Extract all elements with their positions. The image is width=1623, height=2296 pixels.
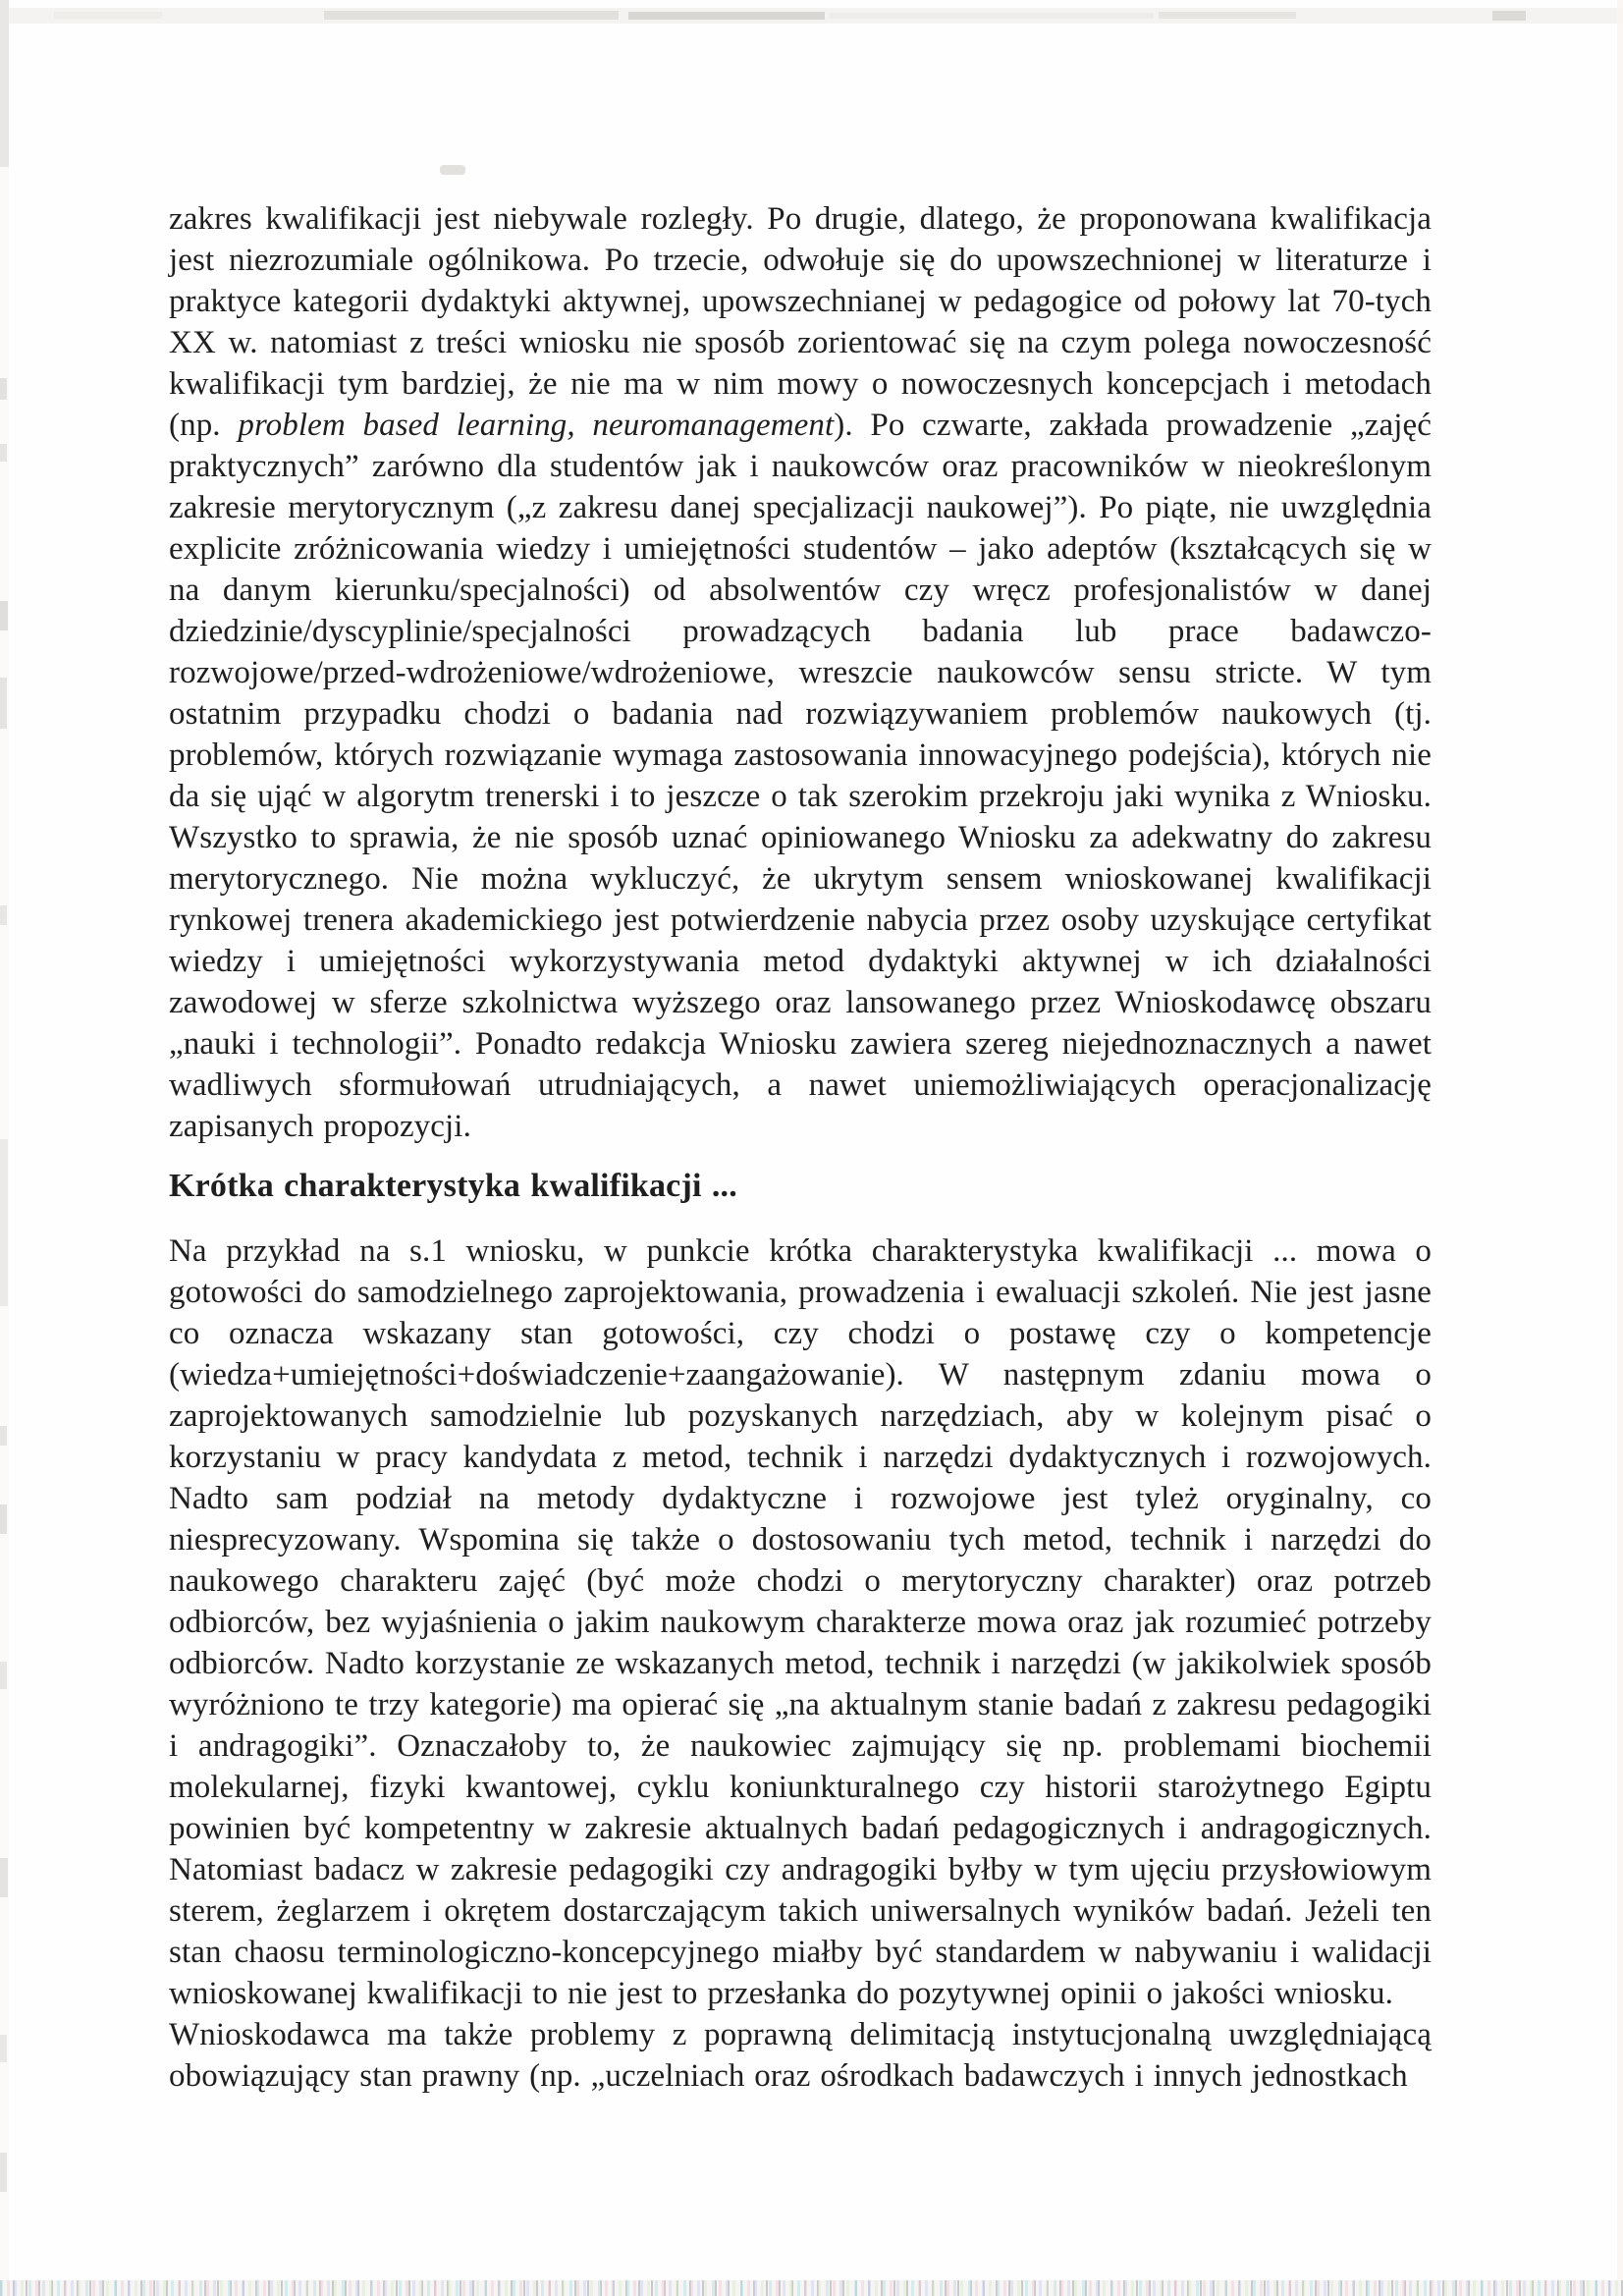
paragraph-1-italic-phrase: problem based learning, neuromanagement (238, 408, 835, 443)
body-paragraph-1 (169, 198, 1432, 1147)
section-heading: Krótka charakterystyka kwalifikacji ... (169, 1168, 737, 1204)
body-paragraph-2: Na przykład na s.1 wniosku, w punkcie krótka charakterystyka kwalifikacji ... mowa o gotowości do samodzielnego zaprojektowania, prowadzenia i ewaluacji szkoleń. Nie jest jasne co oznacza wskazany stan gotowości, czy chodzi o postawę czy o kompetencje (wiedza+umiejętności+doświadczenie+zaangażowanie). W następnym zdaniu mowa o zaprojektowanych samodzielnie lub pozyskanych narzędziach, aby w kolejnym pisać o korzystaniu w pracy kandydata z metod, technik i narzędzi dydaktycznych i rozwojowych. Nadto sam podział na metody dydaktyczne i rozwojowe jest tyleż oryginalny, co niesprecyzowany. Wspomina się także o dostosowaniu tych metod, technik i narzędzi do naukowego charakteru zajęć (być może chodzi o merytoryczny charakter) oraz potrzeb odbiorców, bez wyjaśnienia o jakim naukowym charakterze mowa oraz jak rozumieć potrzeby odbiorców. Nadto korzystanie ze wskazanych metod, technik i narzędzi (w jakikolwiek sposób wyróżniono te trzy kategorie) ma opierać się „na aktualnym stanie badań z zakresu pedagogiki i andragogiki”. Oznaczałoby to, że naukowiec zajmujący się np. problemami biochemii molekularnej, fizyki kwantowej, cyklu koniunkturalnego czy historii starożytnego Egiptu powinien być kompetentny w zakresie aktualnych badań pedagogicznych i andragogicznych. Natomiast badacz w zakresie pedagogiki czy andragogiki byłby w tym ujęciu przysłowiowym sterem, żeglarzem i okrętem dostarczającym takich uniwersalnych wyników badań. Jeżeli ten stan chaosu terminologiczno-koncepcyjnego miałby być standardem w nabywaniu i walidacji wnioskowanej kwalifikacji to nie jest to przesłanka do pozytywnej opinii o jakości wniosku. (169, 1233, 1432, 2011)
scan-artifact-top-streak (0, 8, 1623, 24)
scan-artifact-smudge (440, 165, 465, 175)
document-content (169, 198, 1432, 2097)
scan-artifact-left-edge (0, 0, 9, 2296)
scan-artifact-right-edge (1617, 0, 1623, 2296)
scan-artifact-bottom-noise (0, 2280, 1623, 2296)
body-paragraph-3: Wnioskodawca ma także problemy z poprawną delimitacją instytucjonalną uwzględniającą obowiązujący stan prawny (np. „uczelniach oraz ośrodkach badawczych i innych jednostkach (169, 2017, 1432, 2094)
paragraph-1-text-before-italic: zakres kwalifikacji jest niebywale rozległy. Po drugie, dlatego, że proponowana kwalifikacja jest niezrozumiale ogólnikowa. Po trzecie, odwołuje się do upowszechnionej w literaturze i praktyce kategorii dydaktyki aktywnej, upowszechnianej w pedagogice od połowy lat 70-tych XX w. natomiast z treści wniosku nie sposób zorientować się na czym polega nowoczesność kwalifikacji tym bardziej, że nie ma w nim mowy o nowoczesnych koncepcjach i metodach (np. (169, 201, 1432, 443)
paragraph-1-text-after-italic: ). Po czwarte, zakłada prowadzenie „zajęć praktycznych” zarówno dla studentów jak i naukowców oraz pracowników w nieokreślonym zakresie merytorycznym („z zakresu danej specjalizacji naukowej”). Po piąte, nie uwzględnia explicite zróżnicowania wiedzy i umiejętności studentów – jako adeptów (kształcących się w na danym kierunku/specjalności) od absolwentów czy wręcz profesjonalistów w danej dziedzinie/dyscyplinie/specjalności prowadzących badania lub prace badawczo-rozwojowe/przed-wdrożeniowe/wdrożeniowe, wreszcie naukowców sensu stricte. W tym ostatnim przypadku chodzi o badania nad rozwiązywaniem problemów naukowych (tj. problemów, których rozwiązanie wymaga zastosowania innowacyjnego podejścia), których nie da się ująć w algorytm trenerski i to jeszcze o tak szerokim przekroju jaki wynika z Wniosku. Wszystko to sprawia, że nie sposób uznać opiniowanego Wniosku za adekwatny do zakresu merytorycznego. Nie można wykluczyć, że ukrytym sensem wnioskowanej kwalifikacji rynkowej trenera akademickiego jest potwierdzenie nabycia przez osoby uzyskujące certyfikat wiedzy i umiejętności wykorzystywania metod dydaktyki aktywnej w ich działalności zawodowej w sferze szkolnictwa wyższego oraz lansowanego przez Wnioskodawcę obszaru „nauki i technologii”. Ponadto redakcja Wniosku zawiera szereg niejednoznacznych a nawet wadliwych sformułowań utrudniających, a nawet uniemożliwiających operacjonalizację zapisanych propozycji. (169, 408, 1432, 1144)
